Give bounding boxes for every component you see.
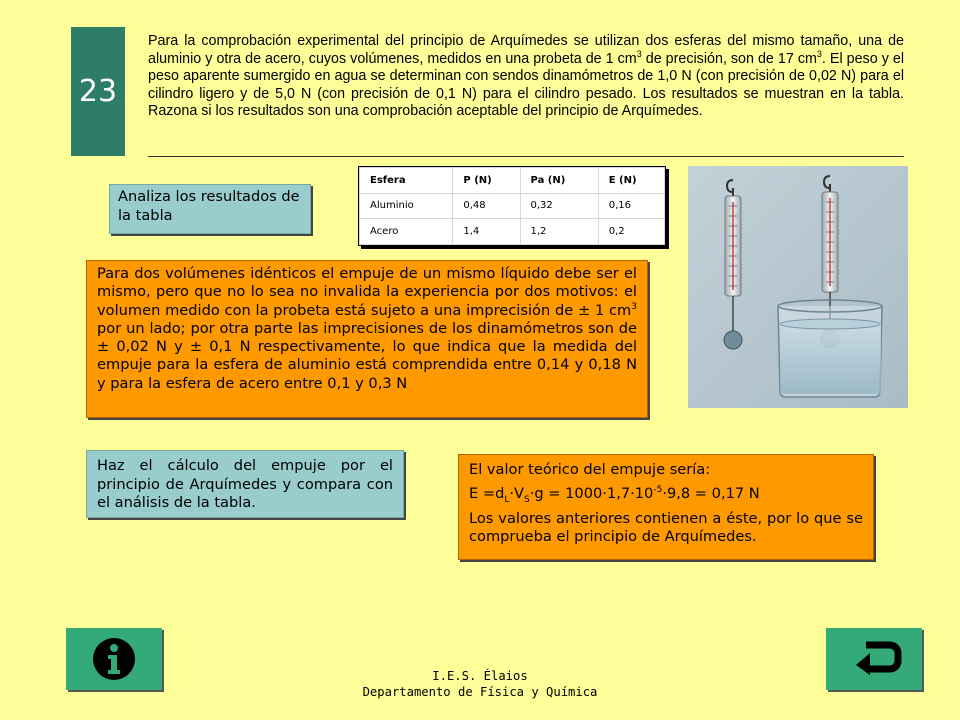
table-cell: 1,4 [453,219,520,245]
answer-box-2 [458,454,874,560]
table-header-cell: Pa (N) [520,168,598,194]
table-header-cell: E (N) [598,168,664,194]
question-1-text: Analiza los resultados de la tabla [118,188,300,224]
table-cell: 0,16 [598,193,664,219]
table-cell: 1,2 [520,219,598,245]
problem-number [71,27,125,156]
question-box-1 [109,184,311,234]
table-header-cell: P (N) [453,168,520,194]
answer-2-formula: $E =d_L\cdot V_S\cdot g = 1000\cdot 1,7\cdot 10^{-5}\cdot 9,8 = 0,17$ N [469,485,760,506]
problem-number-text: 23 [78,74,118,109]
dynamometers-photo [688,166,908,408]
back-button[interactable] [826,628,922,690]
table-row [360,193,665,219]
footer-school: I.E.S. Élaios [432,669,528,683]
answer-2-conclusion: Los valores anteriores contienen a éste, por lo que se comprueba el principio de Arquímedes. [469,509,863,545]
table-cell: Acero [360,219,453,245]
question-2-text: Haz el cálculo del empuje por el principio de Arquímedes y compara con el análisis de la tabla. [97,457,393,511]
table-header-row [360,168,665,194]
table-cell: 0,2 [598,219,664,245]
table-row [360,219,665,245]
info-button[interactable] [66,628,162,690]
info-icon [91,636,137,682]
answer-box-1: Para dos volúmenes idénticos el empuje de un mismo líquido debe ser el mismo, pero que no lo sea no invalida la experiencia por dos motivos: el volumen medido con la probeta está sujeto a una imprecisión de ± 1 $cm^3$ por un lado; por otra parte las imprecisiones de los dinamómetros son de ± 0,02 N y ± 0,1 N respectivamente, lo que indica que la medida del empuje para la esfera de aluminio está comprendida entre 0,14 y 0,18 N y para la esfera de acero entre 0,1 y 0,3 N [86,260,648,418]
return-arrow-icon [846,639,902,679]
question-box-2 [86,450,404,518]
answer-2-intro: El valor teórico del empuje sería: [469,461,711,478]
footer-department: Departamento de Física y Química [362,684,598,699]
footer [330,669,630,700]
table-cell: 0,32 [520,193,598,219]
table-header-cell: Esfera [360,168,453,194]
table-cell: 0,48 [453,193,520,219]
dynamometers-illustration [688,166,908,408]
table-cell: Aluminio [360,193,453,219]
divider-line [148,156,904,157]
results-table [358,166,666,246]
problem-statement: Para la comprobación experimental del principio de Arquímedes se utilizan dos esferas del mismo tamaño, una de aluminio y otra de acero, cuyos volúmenes, medidos en una probeta de 1 $cm^3$ de precisión, son de 17 $cm^3$. El peso y el peso aparente sumergido en agua se determinan con sendos dinamómetros de 1,0 N (con precisión de 0,02 N) para el cilindro ligero y de 5,0 N (con precisión de 0,1 N) para el cilindro pesado. Los resultados se muestran en la tabla. Razona si los resultados son una comprobación aceptable del principio de Arquímedes. [148,33,904,120]
